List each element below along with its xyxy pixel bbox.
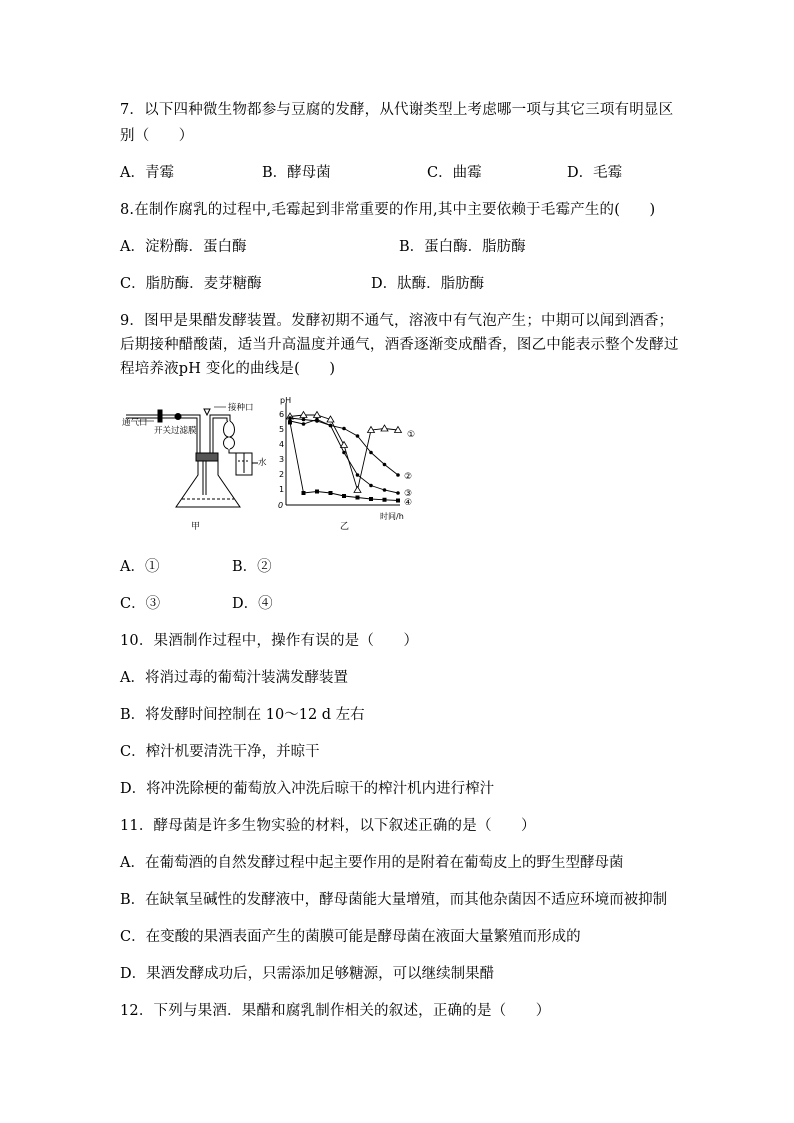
q10-option-d[interactable]: D．将冲洗除梗的葡萄放入冲洗后晾干的榨汁机内进行榨汁 (120, 781, 495, 797)
water-label: 水 (258, 458, 267, 468)
y-tick-6: 6 (279, 410, 285, 419)
figure-label-jia: 甲 (191, 522, 201, 532)
q9-option-d[interactable]: D．④ (232, 596, 273, 612)
series-1-point-7 (381, 425, 388, 431)
q10-stem: 10．果酒制作过程中，操作有误的是（ ） (120, 633, 419, 649)
q8-option-a[interactable]: A．淀粉酶．蛋白酶 (120, 239, 247, 255)
q7-option-d[interactable]: D．毛霉 (567, 165, 623, 181)
y-tick-0: 0 (278, 501, 284, 510)
series-4-point-8 (396, 499, 400, 503)
inoculation-label: 接种口 (228, 403, 254, 413)
series-4-point-7 (383, 498, 387, 502)
inlet-label: 通气口 (122, 418, 148, 428)
q12-stem: 12．下列与果酒．果醋和腐乳制作相关的叙述，正确的是（ ） (120, 1003, 551, 1019)
series-4-point-4 (342, 494, 346, 498)
q9-stem-line1: 9．图甲是果醋发酵装置。发酵初期不通气，溶液中有气泡产生；中期可以闻到酒香； (120, 313, 674, 329)
q9-option-a[interactable]: A．① (120, 559, 160, 575)
q7-option-b[interactable]: B．酵母菌 (262, 165, 331, 181)
curve-label-1: ① (407, 430, 416, 440)
q11-option-d[interactable]: D．果酒发酵成功后，只需添加足够糖源，可以继续制果醋 (120, 966, 495, 982)
series-4-point-2 (315, 490, 319, 494)
q9-option-b[interactable]: B．② (232, 559, 272, 575)
q8-stem: 8.在制作腐乳的过程中,毛霉起到非常重要的作用,其中主要依赖于毛霉产生的( ) (120, 202, 656, 218)
series-2-point-1 (302, 418, 306, 422)
curve-label-3: ③ (404, 489, 413, 499)
series-1-point-1 (300, 412, 307, 418)
y-tick-3: 3 (279, 455, 285, 464)
series-3-point-7 (383, 488, 387, 492)
q8-option-b[interactable]: B．蛋白酶．脂肪酶 (399, 239, 526, 255)
series-3-point-8 (396, 491, 400, 495)
x-axis-label: 时间/h (380, 512, 404, 521)
series-3-point-5 (356, 473, 360, 477)
q8-option-d[interactable]: D．肽酶．脂肪酶 (371, 276, 485, 292)
q11-stem: 11．酵母菌是许多生物实验的材料，以下叙述正确的是（ ） (120, 818, 536, 834)
q7-option-a[interactable]: A．青霉 (120, 165, 174, 181)
series-layer (287, 412, 402, 503)
q10-option-a[interactable]: A．将消过毒的葡萄汁装满发酵装置 (120, 670, 348, 686)
q7-option-c[interactable]: C．曲霉 (427, 165, 482, 181)
series-4-point-6 (369, 497, 373, 501)
y-axis-label: pH (280, 396, 292, 405)
series-2-point-5 (356, 434, 360, 438)
q9-option-c[interactable]: C．③ (120, 596, 161, 612)
series-1-point-2 (314, 412, 321, 418)
curve-label-4: ④ (404, 498, 413, 508)
series-2-point-4 (342, 427, 346, 431)
series-2-point-6 (369, 451, 373, 455)
series-2-point-7 (383, 463, 387, 467)
q9-stem-line3: 程培养液pH 变化的曲线是( ) (120, 361, 336, 377)
series-4-point-1 (302, 491, 306, 495)
series-4-point-3 (329, 491, 333, 495)
series-3-point-3 (329, 424, 333, 428)
series-3-point-1 (302, 422, 306, 426)
ph-chart (278, 396, 415, 532)
series-4-point-0 (288, 421, 292, 425)
q11-option-b[interactable]: B．在缺氧呈碱性的发酵液中，酵母菌能大量增殖，而其他杂菌因不适应环境而被抑制 (120, 892, 668, 908)
q7-stem-line2: 别（ ） (120, 128, 194, 144)
y-tick-4: 4 (279, 440, 285, 449)
series-3-point-6 (369, 484, 373, 488)
series-3-point-2 (315, 418, 319, 422)
series-2-point-8 (396, 473, 400, 477)
curve-label-2: ② (404, 472, 413, 482)
series-1-point-5 (354, 487, 361, 493)
figure-label-yi: 乙 (340, 522, 350, 532)
y-tick-2: 2 (279, 470, 285, 479)
q10-option-c[interactable]: C．榨汁机要清洗干净，并晾干 (120, 744, 320, 760)
q11-option-a[interactable]: A．在葡萄酒的自然发酵过程中起主要作用的是附着在葡萄皮上的野生型酵母菌 (120, 855, 624, 871)
series-4-point-5 (356, 496, 360, 500)
q10-option-b[interactable]: B．将发酵时间控制在 10～12 d 左右 (120, 707, 365, 723)
q8-option-c[interactable]: C．脂肪酶．麦芽糖酶 (120, 276, 262, 292)
filter-label: 开关过滤膜 (154, 426, 197, 436)
series-3-point-4 (342, 451, 346, 455)
q7-stem-line1: 7．以下四种微生物都参与豆腐的发酵，从代谢类型上考虑哪一项与其它三项有明显区 (120, 102, 674, 118)
y-tick-1: 1 (279, 485, 285, 494)
q9-stem-line2: 后期接种醋酸菌，适当升高温度并通气，酒香逐渐变成醋香，图乙中能表示整个发酵过 (120, 337, 679, 353)
q9-figure (118, 395, 418, 535)
q11-option-c[interactable]: C．在变酸的果酒表面产生的菌膜可能是酵母菌在液面大量繁殖而形成的 (120, 929, 581, 945)
y-tick-5: 5 (279, 425, 285, 434)
